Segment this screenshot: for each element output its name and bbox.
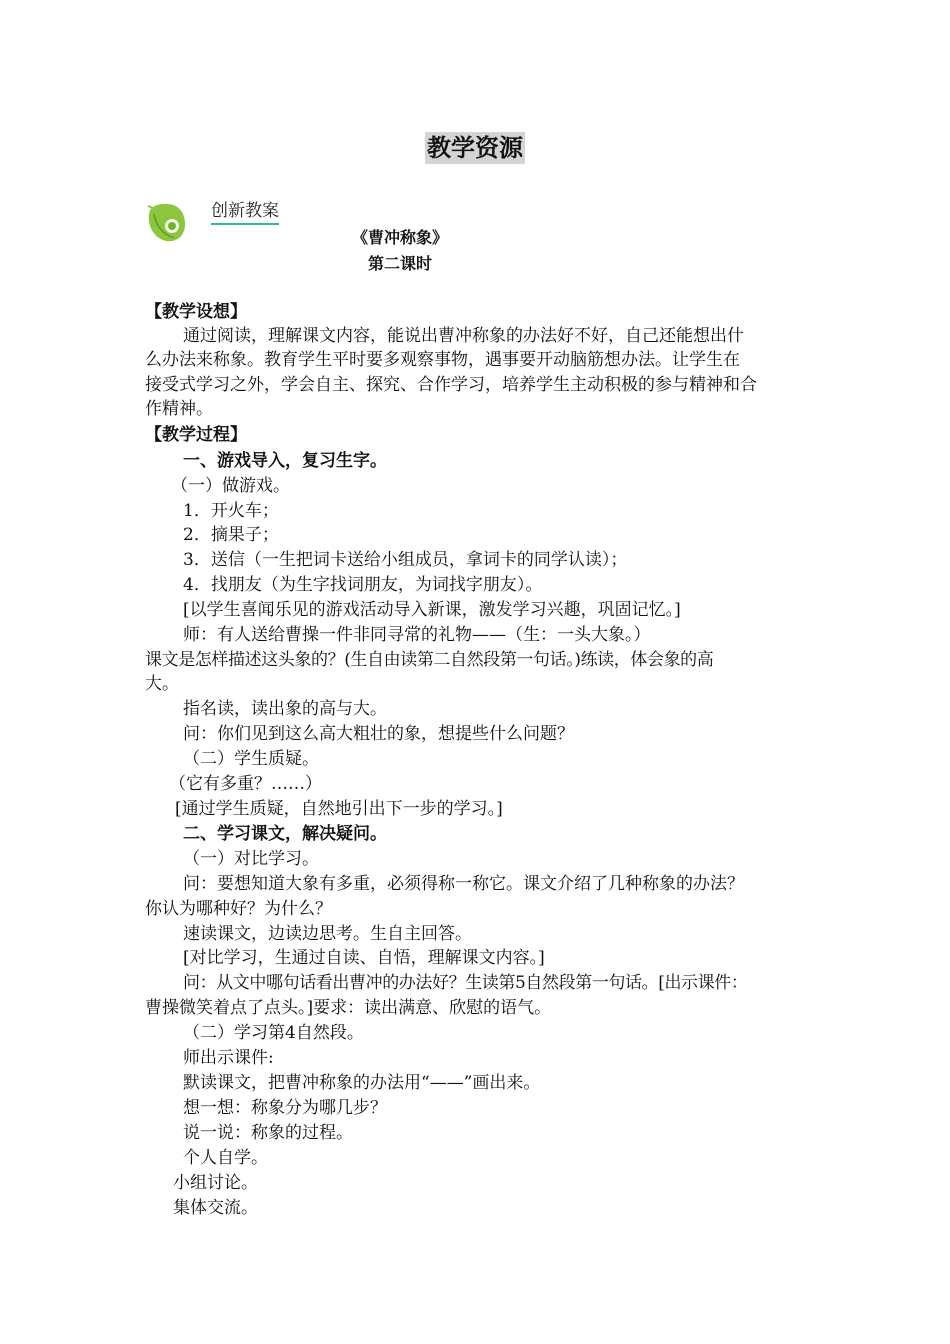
list-item: 3．送信（一生把词卡送给小组成员，拿词卡的同学认读）； — [183, 550, 628, 570]
paragraph-line: （一）对比学习。 — [183, 849, 319, 869]
paragraph-line: 课文是怎样描述这头象的？(生自由读第二自然段第一句话。)练读，体会象的高 — [145, 650, 714, 670]
paragraph-line: （一）做游戏。 — [171, 476, 290, 496]
paragraph-line: 曹操微笑着点了点头。]要求：读出满意、欣慰的语气。 — [145, 998, 552, 1018]
paragraph-line: [对比学习，生通过自读、自悟，理解课文内容。] — [183, 948, 545, 968]
page-title — [0, 132, 950, 164]
paragraph-line: 速读课文，边读边思考。生自主回答。 — [183, 924, 472, 944]
paragraph-line: 集体交流。 — [173, 1198, 258, 1218]
paragraph-line: 师：有人送给曹操一件非同寻常的礼物——（生：一头大象。） — [183, 625, 651, 645]
paragraph-line: 指名读，读出象的高与大。 — [183, 699, 387, 719]
paragraph-line: [通过学生质疑，自然地引出下一步的学习。] — [175, 799, 503, 819]
paragraph-line: 接受式学习之外，学会自主、探究、合作学习，培养学生主动积极的参与精神和合 — [145, 375, 757, 395]
paragraph-line: （二）学生质疑。 — [183, 749, 319, 769]
doc-subtitle: 第二课时 — [367, 254, 432, 273]
section-link-innovative-lesson[interactable]: 创新教案 — [211, 200, 279, 225]
heading-teaching-idea: 【教学设想】 — [145, 302, 247, 322]
list-item: 4．找朋友（为生字找词朋友，为词找字朋友）。 — [183, 575, 543, 595]
paragraph-line: 问：从文中哪句话看出曹冲的办法好？生读第5自然段第一句话。[出示课件： — [183, 973, 748, 993]
paragraph-line: 默读课文，把曹冲称象的办法用“——”画出来。 — [183, 1073, 541, 1093]
paragraph-line: 个人自学。 — [183, 1148, 268, 1168]
paragraph-line: 么办法来称象。教育学生平时要多观察事物，遇事要开动脑筋想办法。让学生在 — [145, 350, 740, 370]
subheading-study-text: 二、学习课文，解决疑问。 — [183, 824, 387, 844]
subheading-game-intro: 一、游戏导入，复习生字。 — [183, 451, 387, 471]
paragraph-line: （它有多重？……） — [169, 774, 322, 794]
paragraph-line: 想一想：称象分为哪几步？ — [183, 1098, 387, 1118]
paragraph-line: 问：你们见到这么高大粗壮的象，想提些什么问题？ — [183, 724, 574, 744]
paragraph-line: 作精神。 — [145, 399, 213, 419]
paragraph-line: [以学生喜闻乐见的游戏活动导入新课，激发学习兴趣，巩固记忆。] — [183, 600, 681, 620]
heading-teaching-process: 【教学过程】 — [145, 425, 247, 445]
paragraph-line: （二）学习第4自然段。 — [183, 1023, 364, 1043]
list-item: 2．摘果子； — [183, 525, 279, 545]
paragraph-line: 说一说：称象的过程。 — [183, 1123, 353, 1143]
paragraph-line: 小组讨论。 — [173, 1173, 258, 1193]
paragraph-line: 问：要想知道大象有多重，必须得称一称它。课文介绍了几种称象的办法？ — [183, 874, 744, 894]
paragraph-line: 大。 — [145, 674, 179, 694]
paragraph-line: 通过阅读，理解课文内容，能说出曹冲称象的办法好不好，自己还能想出什 — [183, 326, 744, 346]
list-item: 1．开火车； — [183, 501, 279, 521]
paragraph-line: 师出示课件: — [183, 1048, 274, 1068]
page-title-text: 教学资源 — [427, 134, 523, 162]
green-leaf-logo-icon — [144, 200, 188, 244]
paragraph-line: 你认为哪种好？为什么？ — [145, 899, 332, 919]
doc-title: 《曹冲称象》 — [351, 228, 448, 247]
